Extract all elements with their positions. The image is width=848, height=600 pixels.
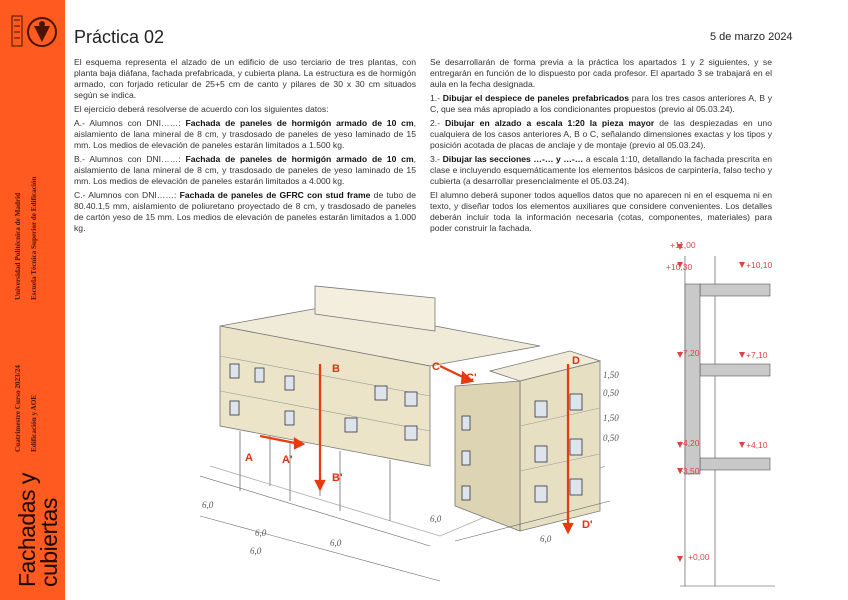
case-a: [74, 118, 416, 151]
case-b-text: , aislamiento de lana mineral de 8 cm, y trasdosado de paneles de yeso laminado de 15 mm. Los medios de elevación de paneles estarán limitados a 4.000 kg.: [74, 154, 416, 186]
case-b-title: Fachada de paneles de hormigón armado de 10 cm: [185, 154, 414, 164]
university-name: Universidad Politécnica de Madrid: [14, 192, 22, 300]
level-left-4: +4,20: [678, 438, 700, 448]
task-1-text: para los tres casos anteriores A, B y C, que sea más apropiado a los condicionantes propuestos (previo al 05.03.24).: [430, 93, 773, 114]
building-sketch: [200, 236, 620, 596]
left-column: [74, 57, 416, 237]
case-c-text: de tubo de 80.40.1,5 mm, aislamiento de poliuretano proyectado de 8 cm, y trasdosado de paneles de cartón yeso de 15 mm. Los medios de elevación de paneles estarán limitados a 1.000 kg.: [74, 190, 416, 233]
level-right-1: +10,10: [746, 260, 773, 270]
section-label-b: B: [332, 363, 340, 375]
task-1: [430, 93, 772, 115]
case-b: [74, 154, 416, 187]
dim-2: 6,0: [255, 528, 267, 538]
school-name: Escuela Técnica Superior de Edificación: [30, 176, 38, 300]
task-3-text: a escala 1:10, detallando la fachada prescrita en clase e incluyendo esquemáticamente los elementos básicos de carpintería, falso techo y cubierta (a desarrollar presencialmente el 05.03.24).: [430, 154, 773, 186]
case-a-prefix: A.- Alumnos con DNI……:: [74, 118, 186, 128]
data-intro: El ejercicio deberá resolverse de acuerdo con los siguientes datos:: [74, 104, 329, 114]
date-label: 5 de marzo 2024: [710, 31, 793, 43]
course-title-line-2: cubiertas: [36, 498, 62, 587]
level-left-6: +0,00: [688, 552, 710, 562]
task-2: [430, 118, 772, 151]
task-3-title: Dibujar las secciones …-… y …-…: [442, 154, 584, 164]
dim-5: 6,0: [430, 514, 442, 524]
task-2-title: Dibujar en alzado a escala 1:20 la pieza mayor: [445, 118, 655, 128]
case-c-prefix: C.- Alumnos con DNI……:: [74, 190, 180, 200]
quarter-line-2: Edificación y AOE: [30, 394, 38, 452]
task-2-text: de las despiezadas en uno cualquiera de los casos anteriores A, B o C, señalando dimensiones exactas y los tipos y posición acotada de placas de anclaje y de montaje (previo al 05.03.24).: [430, 118, 772, 150]
page-title: Práctica 02: [74, 27, 165, 47]
quarter-line-1: Cuatrimestre Curso 2023/24: [14, 365, 22, 452]
right-wing-front: [520, 361, 600, 531]
dim-7: 1,50: [603, 370, 619, 380]
tasks-intro: Se desarrollarán de forma previa a la práctica los apartados 1 y 2 siguientes, y se entregarán en función de lo dispuesto por cada profesor. El apartado 3 se trabajará en el aula en la fecha designada.: [430, 57, 772, 89]
level-left-5: +3,50: [678, 466, 700, 476]
right-column: [430, 57, 772, 237]
section-label-d-prime: D': [582, 519, 593, 531]
dim-4: 6,0: [250, 546, 262, 556]
dim-10: 0,50: [603, 433, 619, 443]
dim-8: 0,50: [603, 388, 619, 398]
section-label-c: C: [432, 361, 440, 373]
dim-1: 6,0: [202, 500, 214, 510]
case-c-title: Fachada de paneles de GFRC con stud frame: [179, 190, 371, 200]
task-2-prefix: 2.-: [430, 118, 446, 128]
dim-9: 1,50: [603, 413, 619, 423]
section-label-b-prime: B': [332, 472, 343, 484]
level-left-2: +10,30: [666, 262, 693, 272]
closing-paragraph: El alumno deberá suponer todos aquellos datos que no aparecen ni en el esquema ni en texto, y diseñar todos los elementos auxiliares que considere convenientes. Los detalles deberán incluir toda la información necesaria (cotas, componentes, materiales) para poder construir la fachada.: [430, 190, 772, 233]
section-label-a-prime: A': [282, 454, 293, 466]
intro-paragraph: El esquema representa el alzado de un edificio de uso terciario de tres plantas, con planta baja diáfana, fachada prefabricada, y cubierta plana. La estructura es de hormigón armado, con forjado reticular de 25+5 cm de canto y pilares de 30 x 30 cm situados según se indica.: [74, 57, 416, 100]
section-label-d: D: [572, 355, 580, 367]
task-1-title: Dibujar el despiece de paneles prefabricados: [442, 93, 630, 103]
course-title-line-1: Fachadas y: [14, 473, 40, 587]
dim-3: 6,0: [330, 538, 342, 548]
task-1-prefix: 1.-: [430, 93, 443, 103]
upm-logo: [8, 12, 58, 54]
level-left-3: +7,20: [678, 348, 700, 358]
task-3-prefix: 3.-: [430, 154, 443, 164]
dim-6: 6,0: [540, 534, 552, 544]
task-3: [430, 154, 772, 187]
section-label-c-prime: C': [466, 372, 477, 384]
level-left-1: +11,00: [670, 240, 696, 250]
case-b-prefix: B.- Alumnos con DNI……:: [74, 154, 186, 164]
level-right-3: +4,10: [746, 440, 768, 450]
case-c: [74, 190, 416, 234]
section-elevation: [660, 236, 780, 596]
case-a-text: , aislamiento de lana mineral de 8 cm, y trasdosado de paneles de yeso laminado de 15 mm. Los medios de elevación de paneles estarán limitados a 1.500 kg.: [74, 118, 416, 150]
case-a-title: Fachada de paneles de hormigón armado de 10 cm: [185, 118, 414, 128]
level-right-2: +7,10: [746, 350, 768, 360]
sidebar: [0, 0, 65, 600]
section-label-a: A: [245, 452, 253, 464]
